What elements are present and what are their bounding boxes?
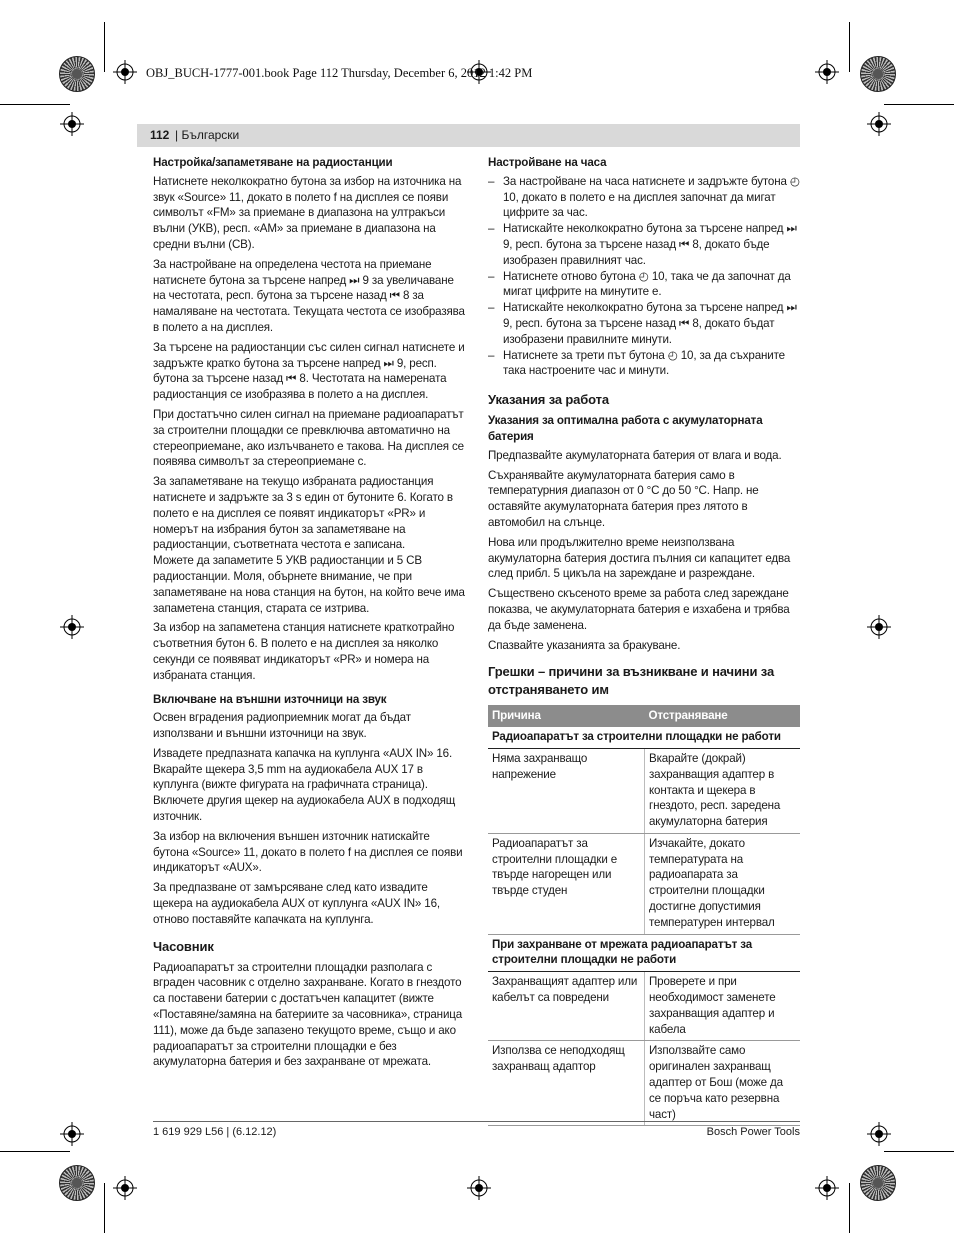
paragraph: Нова или продължително време неизползвана акумулаторна батерия достига пълния си капацитет едва след прибл. 5 цикъла на зареждане и разреждане. <box>488 535 791 581</box>
registration-mark-icon <box>867 112 891 136</box>
color-rosette-icon <box>860 1165 896 1201</box>
color-rosette-icon <box>59 56 95 92</box>
table-row <box>488 972 800 1041</box>
table-section-title: Радиоапаратът за строителни площадки не работи <box>488 727 800 748</box>
table-section-title: При захранване от мрежата радиоапаратът за строителни площадки не работи <box>488 934 800 972</box>
crop-mark <box>0 104 70 105</box>
paragraph: Освен вградения радиоприемник могат да бъдат използвани и външни източници на звук. <box>153 711 411 741</box>
table-section-row <box>488 934 800 972</box>
column-header-fix: Отстраняване <box>645 705 801 727</box>
color-rosette-icon <box>59 1165 95 1201</box>
heading-external-sources: Включване на външни източници на звук <box>153 692 387 706</box>
crop-mark <box>0 1151 70 1152</box>
registration-mark-icon <box>467 1176 491 1200</box>
paragraph: Съществено скъсеното време за работа след зареждане показва, че акумулаторната батерия е изхабена и трябва да бъде заменена. <box>488 587 790 632</box>
page-header <box>137 124 800 147</box>
footer-divider <box>153 1121 800 1122</box>
paragraph: При достатъчно силен сигнал на приемане радиоапаратът за строителни площадки се превключва автоматично на стереоприемане, ако излъчването е такова. На дисплея се появява символът за стереоприемане c. <box>153 407 464 469</box>
crop-mark <box>104 1183 105 1233</box>
book-slug: OBJ_BUCH-1777-001.book Page 112 Thursday, December 6, 2012 1:42 PM <box>146 66 533 80</box>
registration-mark-icon <box>815 1176 839 1200</box>
list-item: – За настройване на часа натиснете и задръжте бутона ◴ 10, докато в полето e на дисплея започнат да мигат цифрите за час. <box>488 174 800 221</box>
language-label: | Български <box>175 128 240 142</box>
paragraph: За търсене на радиостанции със силен сигнал натиснете и задръжте кратко бутона за търсене напред ⏭ 9, респ. бутона за търсене назад ⏮ 8. Честотата на намерената радиостанция се изобразява в полето a на дисплея. <box>153 340 465 402</box>
paragraph: За запаметяване на текущо избраната радиостанция натиснете и задръжте за 3 s един от бутоните 6. Когато в полето e на дисплея се появят индикаторът «PR» и номерът на избрания бутон за запаметяване на радиостанции, съответната честота е записана. <box>153 475 453 552</box>
table-section-row <box>488 727 800 748</box>
crop-mark <box>849 22 850 72</box>
paragraph: Можете да запаметите 5 УКВ радиостанции и 5 СВ радиостанции. Моля, обърнете внимание, че при запаметяване на нова станция на бутон, на който вече има запаметена станция, старата се изтрива. <box>153 554 465 615</box>
list-item: – Натиснете отново бутона ◴ 10, така че да започнат да мигат цифрите на минутите e. <box>488 269 800 301</box>
right-column <box>488 155 800 1126</box>
list-item: – Натискайте неколкократно бутона за търсене напред ⏭ 9, респ. бутона за търсене назад ⏮ 8, докато бъде изобразен правилният час. <box>488 221 800 268</box>
crop-mark <box>104 22 105 72</box>
list-item: – Натискайте неколкократно бутона за търсене напред ⏭ 9, респ. бутона за търсене назад ⏮ 8, докато бъдат изобразени правилните минути. <box>488 300 800 347</box>
left-column <box>153 155 465 1074</box>
heading-time-setting: Настройване на часа <box>488 156 607 169</box>
paragraph: За избор на запаметена станция натиснете краткотрайно съответния бутон 6. В полето e на дисплея за няколко секунди се появяват индикаторът «PR» и номера на избраната станция. <box>153 621 455 682</box>
registration-mark-icon <box>113 1176 137 1200</box>
list-item: – Натиснете за трети път бутона ◴ 10, за да съхраните така настроените час и минути. <box>488 348 800 380</box>
registration-mark-icon <box>867 1122 891 1146</box>
registration-mark-icon <box>60 1122 84 1146</box>
heading-battery: Указания за оптимална работа с акумулаторната батерия <box>488 414 763 443</box>
table-header-row <box>488 705 800 727</box>
registration-mark-icon <box>113 60 137 84</box>
paragraph: За избор на включения външен източник натискайте бутона «Source» 11, докато в полето f на дисплея се появи индикаторът «AUX». <box>153 829 463 875</box>
paragraph: За настройване на определена честота на приемане натиснете бутона за търсене напред ⏭ 9 за увеличаване на честотата, респ. бутона за търсене назад ⏮ 8 за намаляване на честотата. Текущата честота се изобразява в полето a на дисплея. <box>153 257 465 334</box>
table-row <box>488 748 800 833</box>
cause-cell: Захранващият адаптер или кабелът са повредени <box>488 972 645 1041</box>
paragraph: Натиснете неколкократно бутона за избор на източника на звук «Source» 11, докато в полето f на дисплея се появи символът «FM» за приемане в диапазона на ултракъси вълни (УКВ), респ. «AM» за приемане в диапазона на средни вълни (СВ). <box>153 174 462 251</box>
column-header-cause: Причина <box>488 705 645 727</box>
table-row <box>488 833 800 934</box>
registration-mark-icon <box>867 615 891 639</box>
heading-work-notes: Указания за работа <box>488 392 609 408</box>
footer-brand: Bosch Power Tools <box>706 1126 800 1138</box>
paragraph: Съхранявайте акумулаторната батерия само в температурния диапазон от 0 °C до 50 °C. Напр. не оставяйте акумулаторната батерия през лятото в автомобил на слънце. <box>488 468 759 529</box>
page-number: 112 <box>150 128 170 142</box>
cause-cell: Радиоапаратът за строителни площадки е твърде нагорещен или твърде студен <box>488 833 645 934</box>
fix-cell: Вкарайте (докрай) захранващия адаптер в контакта и щекера в гнездото, респ. заредена акумулаторна батерия <box>645 748 801 833</box>
paragraph: Радиоапаратът за строителни площадки разполага с вграден часовник с отделно захранване. Когато в гнездото са поставени батерии с достатъчен капацитет (вижте «Поставяне/замяна на батериите за часовника», страница 111), може да бъде запазено текущото време, също и ако радиоапаратът за строителни площадки е без акумулаторна батерия и без захранване от мрежата. <box>153 960 463 1069</box>
crop-mark <box>884 104 954 105</box>
heading-clock: Часовник <box>153 938 214 954</box>
registration-mark-icon <box>60 112 84 136</box>
paragraph: Спазвайте указанията за бракуване. <box>488 638 681 652</box>
crop-mark <box>849 1183 850 1233</box>
paragraph: Извадете предпазната капачка на куплунга «AUX IN» 16. Вкарайте щекера 3,5 mm на аудиокабела AUX 17 в куплунга (вижте фигурата на графичната страница). Включете другия щекер на аудиокабела AUX в подходящ източник. <box>153 746 456 824</box>
paragraph: За предпазване от замърсяване след като извадите щекера на аудиокабела AUX от куплунга «AUX IN» 16, отново поставяйте капачката на куплунга. <box>153 881 440 926</box>
fix-cell: Проверете и при необходимост заменете захранващия адаптер и кабела <box>645 972 801 1041</box>
cause-cell: Няма захранващо напрежение <box>488 748 645 833</box>
time-steps-list <box>488 174 800 379</box>
registration-mark-icon <box>815 60 839 84</box>
footer-document-id: 1 619 929 L56 | (6.12.12) <box>153 1126 277 1138</box>
fix-cell: Използвайте само оригинален захранващ адаптер от Бош (може да се поръча като резервна част) <box>645 1041 801 1126</box>
fix-cell: Изчакайте, докато температурата на радиоапарата за строителни площадки достигне допустимия температурен интервал <box>645 833 801 934</box>
heading-troubleshooting: Грешки – причини за възникване и начини за отстраняването им <box>488 664 775 698</box>
paragraph: Предпазвайте акумулаторната батерия от влага и вода. <box>488 448 782 462</box>
registration-mark-icon <box>60 615 84 639</box>
heading-radio-stations: Настройка/запаметяване на радиостанции <box>153 156 393 169</box>
table-row <box>488 1041 800 1126</box>
cause-cell: Използва се неподходящ захранващ адаптор <box>488 1041 645 1126</box>
troubleshooting-table <box>488 705 800 1126</box>
crop-mark <box>884 1151 954 1152</box>
color-rosette-icon <box>860 56 896 92</box>
